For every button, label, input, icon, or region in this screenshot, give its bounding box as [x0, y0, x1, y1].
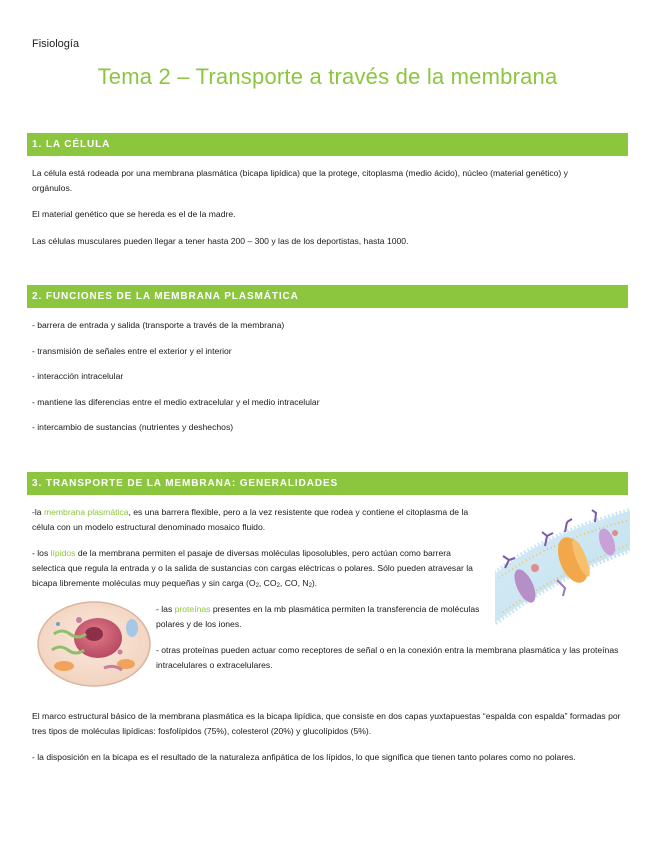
term-proteinas: proteínas — [174, 604, 211, 614]
function-item: - interacción intracelular — [32, 371, 124, 381]
section-3-paragraph-6: - la disposición en la bicapa es el resultado de la naturaleza anfipática de los lípidos, lo que significa que tienen tanto polares como no polares. — [32, 752, 576, 762]
section-3-paragraph-2: - los lípidos de la membrana permiten el pasaje de diversas moléculas liposolubles, pero actúan como barrera selectica que regula la entrada y o la salida de sustancias con cargas eléctricas o polares. Sólo pueden atravesar la bicapa libremente moléculas muy pequeñas y sin carga ($O_2$, $CO_2$, CO, $N_2$). — [32, 548, 473, 589]
page-title: Tema 2 – Transporte a través de la membrana — [97, 64, 558, 89]
function-item: - intercambio de sustancias (nutrientes y deshechos) — [32, 422, 234, 432]
section-3-paragraph-5: El marco estructural básico de la membrana plasmática es la bicapa lipídica, que consiste en dos capas yuxtapuestas “espalda con espalda” formadas por tres tipos de moléculas lipídicas: fosfolípidos (75%), colesterol (20%) y glucolípidos (5%). — [32, 711, 621, 736]
cell-illustration — [34, 594, 152, 690]
section-1-paragraph-3: Las células musculares pueden llegar a tener hasta 200 – 300 y las de los deportistas, hasta 1000. — [32, 236, 409, 246]
section-3-paragraph-3: - las proteínas presentes en la mb plasmática permiten la transferencia de moléculas polares y de los iones. — [156, 604, 480, 629]
term-membrana: membrana plasmática — [43, 507, 129, 517]
section-3-paragraph-1: -la membrana plasmática, es una barrera flexible, pero a la vez resistente que rodea y contiene el citoplasma de la célula con un modelo estructural denominado mosaico fluido. — [32, 507, 469, 532]
function-item: - mantiene las diferencias entre el medio extracelular y el medio intracelular — [32, 397, 320, 407]
section-1-paragraph-1: La célula está rodeada por una membrana plasmática (bicapa lipídica) que la protege, citoplasma (medio ácido), núcleo (material genético) y orgánulos. — [32, 168, 568, 193]
membrane-illustration — [495, 508, 630, 626]
term-lipidos: lípidos — [50, 548, 76, 558]
section-1-heading: 1. LA CÉLULA — [27, 133, 628, 156]
function-item: - barrera de entrada y salida (transporte a través de la membrana) — [32, 320, 285, 330]
subject-label: Fisiología — [32, 38, 80, 50]
function-item: - transmisión de señales entre el exterior y el interior — [32, 346, 232, 356]
section-1-paragraph-2: El material genético que se hereda es el de la madre. — [32, 209, 236, 219]
section-2-heading: 2. FUNCIONES DE LA MEMBRANA PLASMÁTICA — [27, 285, 628, 308]
section-3-paragraph-4: - otras proteínas pueden actuar como receptores de señal o en la conexión entra la membrana plasmática y las proteínas intracelulares o extracelulares. — [156, 645, 619, 670]
section-3-heading: 3. TRANSPORTE DE LA MEMBRANA: GENERALIDADES — [27, 472, 628, 495]
